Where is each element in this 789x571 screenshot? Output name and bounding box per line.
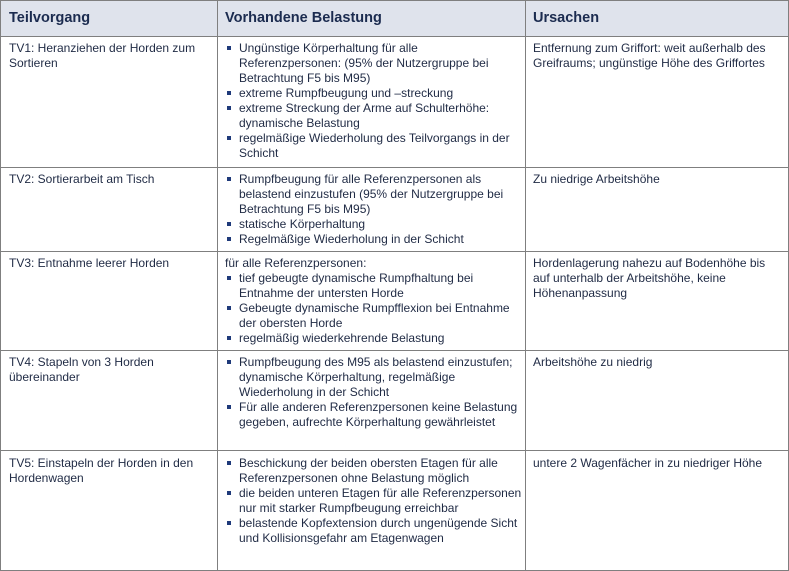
- row-divider-4: [1, 450, 788, 451]
- row4-cause: Arbeitshöhe zu niedrig: [533, 355, 653, 369]
- list-item: Regelmäßige Wiederholung in der Schicht: [225, 232, 523, 247]
- header-ursachen: Ursachen: [533, 10, 600, 26]
- row-divider-3: [1, 350, 788, 351]
- list-item: Für alle anderen Referenzpersonen keine Belastung gegeben, aufrechte Körperhaltung gewährleistet: [225, 400, 523, 430]
- header-vorhandene-belastung: Vorhandene Belastung: [225, 10, 382, 26]
- row2-load: [225, 172, 523, 247]
- row3-task: TV3: Entnahme leerer Horden: [9, 256, 170, 270]
- table-header: [1, 1, 788, 37]
- column-divider-1: [217, 1, 218, 570]
- list-item: regelmäßige Wiederholung des Teilvorgangs in der Schicht: [225, 131, 523, 161]
- list-item: tief gebeugte dynamische Rumpfhaltung bei Entnahme der untersten Horde: [225, 271, 523, 301]
- row2-cause: Zu niedrige Arbeitshöhe: [533, 172, 660, 186]
- row1-task: TV1: Heranziehen der Horden zum Sortieren: [9, 41, 196, 70]
- list-item: extreme Streckung der Arme auf Schulterhöhe: dynamische Belastung: [225, 101, 523, 131]
- list-item: Rumpfbeugung für alle Referenzpersonen als belastend einzustufen (95% der Nutzergruppe bei Betrachtung F5 bis M95): [225, 172, 523, 217]
- row1-cause: Entfernung zum Griffort: weit außerhalb des Greifraums; ungünstige Höhe des Griffortes: [533, 41, 766, 70]
- row2-task: TV2: Sortierarbeit am Tisch: [9, 172, 155, 186]
- list-item: extreme Rumpfbeugung und –streckung: [225, 86, 523, 101]
- row-divider-2: [1, 251, 788, 252]
- row5-load: [225, 456, 523, 546]
- row5-task: TV5: Einstapeln der Horden in den Hordenwagen: [9, 456, 194, 485]
- list-item: die beiden unteren Etagen für alle Referenzpersonen nur mit starker Rumpfbeugung erreichbar: [225, 486, 523, 516]
- row-divider-1: [1, 167, 788, 168]
- row5-cause: untere 2 Wagenfächer in zu niedriger Höhe: [533, 456, 763, 470]
- list-item: Beschickung der beiden obersten Etagen für alle Referenzpersonen ohne Belastung möglich: [225, 456, 523, 486]
- column-divider-2: [525, 1, 526, 570]
- row1-load: [225, 41, 523, 161]
- row4-load: [225, 355, 523, 430]
- row4-task: TV4: Stapeln von 3 Horden übereinander: [9, 355, 154, 384]
- list-item: regelmäßig wiederkehrende Belastung: [225, 331, 523, 346]
- list-item: Ungünstige Körperhaltung für alle Referenzpersonen: (95% der Nutzergruppe bei Betrachtung F5 bis M95): [225, 41, 523, 86]
- row3-load: [225, 256, 523, 346]
- row3-cause: Hordenlagerung nahezu auf Bodenhöhe bis auf unterhalb der Arbeitshöhe, keine Höhenanpassung: [533, 256, 766, 300]
- list-item: Gebeugte dynamische Rumpfflexion bei Entnahme der obersten Horde: [225, 301, 523, 331]
- list-item: Rumpfbeugung des M95 als belastend einzustufen; dynamische Körperhaltung, regelmäßige Wiederholung in der Schicht: [225, 355, 523, 400]
- header-teilvorgang: Teilvorgang: [9, 10, 91, 26]
- list-item: belastende Kopfextension durch ungenügende Sicht und Kollisionsgefahr am Etagenwagen: [225, 516, 523, 546]
- row3-load-intro: für alle Referenzpersonen:: [225, 256, 367, 270]
- list-item: statische Körperhaltung: [225, 217, 523, 232]
